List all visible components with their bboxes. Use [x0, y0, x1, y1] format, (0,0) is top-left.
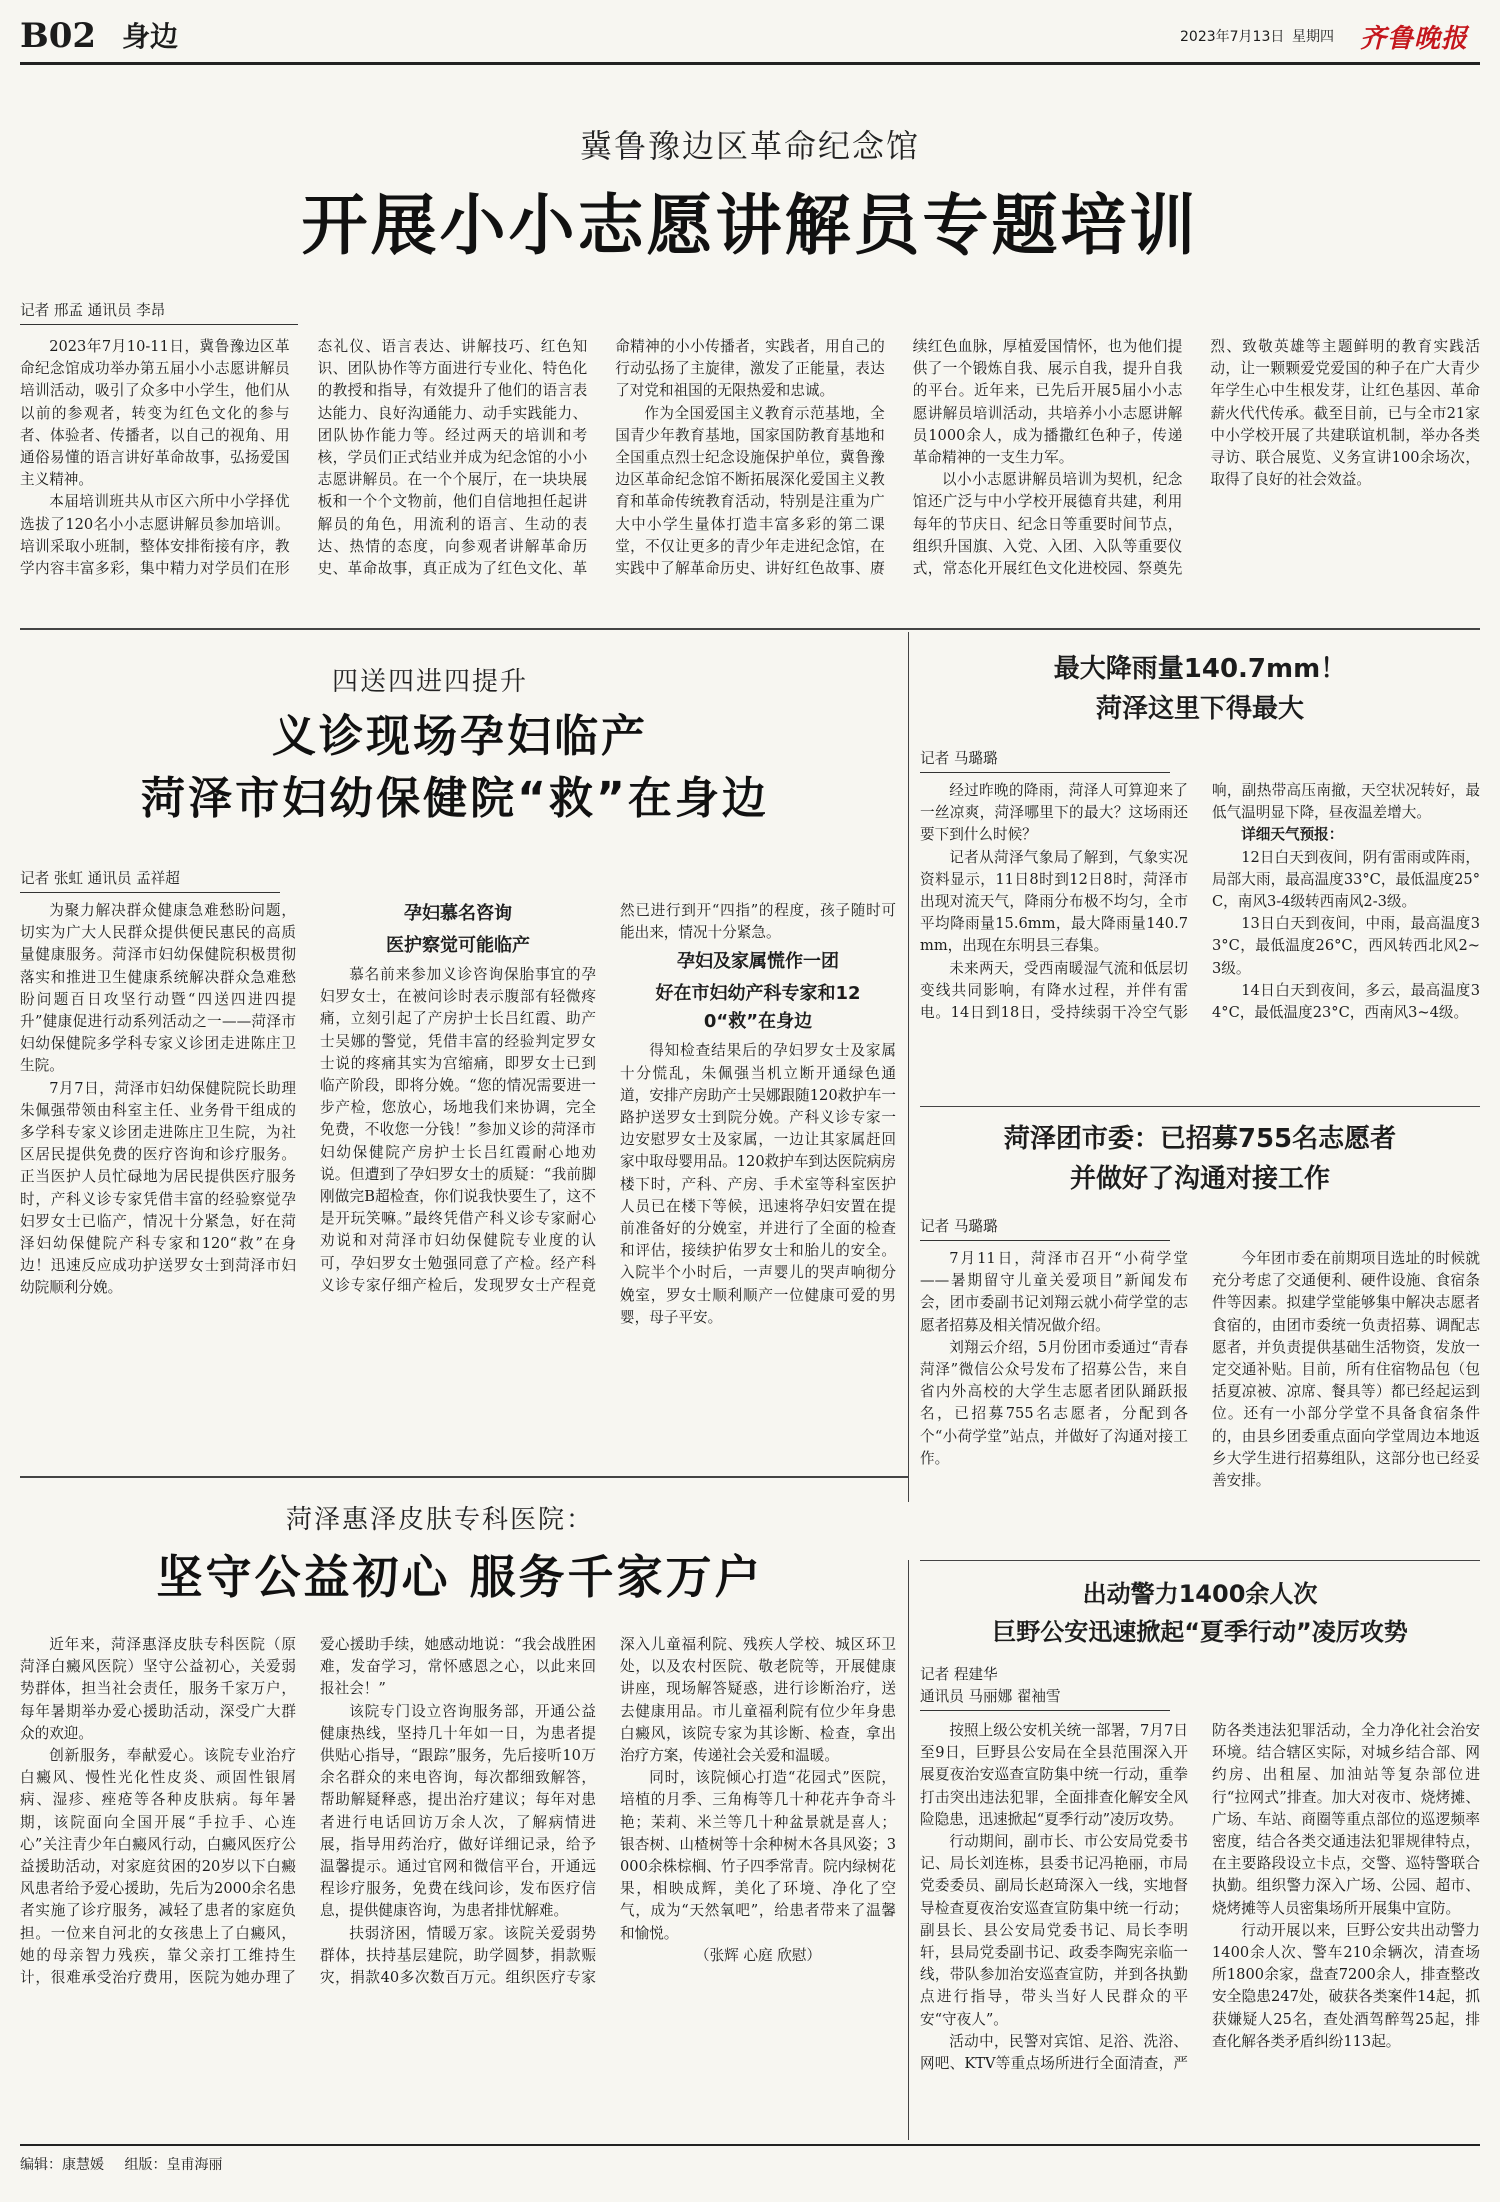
- article4-paragraph: 刘翔云介绍，5月份团市委通过“青春菏泽”微信公众号发布了招募公告，来自省内外高校的大学生志愿者团队踊跃报名，已招募755名志愿者，分配到各个“小荷学堂”站点，并做好了沟通对接工作。: [920, 1338, 1188, 1467]
- article2-column-flow: [20, 900, 896, 1440]
- article2-paragraph: 为聚力解决群众健康急难愁盼问题，切实为广大人民群众提供便民惠民的高质量健康服务。菏泽市妇幼保健院积极贯彻落实和推进卫生健康系统解决群众急难愁盼问题百日攻坚行动暨“四送四进四提升”健康促进行动系列活动之一——菏泽市妇幼保健院多学科专家义诊团走进陈庄卫生院。: [20, 902, 296, 1075]
- article3-forecast-item: 14日白天到夜间，多云，最高温度34°C，最低温度23°C，西南风3~4级。: [1212, 981, 1480, 1022]
- article6-paragraph: 行动开展以来，巨野公安共出动警力1400余人次、警车210余辆次，清查场所1800余家，盘查7200余人，排查整改安全隐患247处，破获各类案件14起，抓获嫌疑人25名，查处酒驾醉驾25起，排查化解各类矛盾纠纷113起。: [1212, 1921, 1480, 2050]
- article2-paragraph: 慕名前来参加义诊咨询保胎事宜的孕妇罗女士，在被问诊时表示腹部有轻微疼痛，立刻引起了产房护士长吕红霞、助产士吴娜的警觉，凭借丰富的经验判定罗女士说的疼痛其实为宫缩痛，即罗女士已到临产阶段，即将分娩。“您的情况需要进一步产检，您放心，场地我们来协调，完全免费，不收您一分钱！”参加义诊的菏泽市妇幼保健院产房护士长吕红霞耐心地劝说。但遭到了孕妇罗女士的质疑：“我前脚刚做完B超检查，你们说我快要生了，这不是开玩笑嘛。”最终凭借产科义诊专家耐心劝说和对菏泽市妇幼保健院专业度的认可，孕妇罗女士勉强同意了产检。经产科义诊专家仔细产检后，发现罗女士产程竟然已进行到开“四指”的程度，孩子随时可能出来，情况十分紧急。: [320, 902, 896, 1294]
- article5-paragraph: 扶弱济困，情暖万家。该院关爱弱势群体，扶持基层建院，助学圆梦，捐款赈灾，捐款40多次数百万元。组织医疗专家深入儿童福利院、残疾人学校、城区环卫处，以及农村医院、敬老院等，开展健康讲座，现场解答疑惑，进行诊断治疗，送去健康用品。市儿童福利院有位少年身患白癜风，该院专家为其诊断、检查，拿出治疗方案，传递社会关爱和温暖。: [320, 1636, 896, 1987]
- article4-paragraph: 今年团市委在前期项目选址的时候就充分考虑了交通便利、硬件设施、食宿条件等因素。拟建学堂能够集中解决志愿者食宿的，由团市委统一负责招募、调配志愿者，并负责提供基础生活物资，发放一定交通补贴。目前，所有住宿物品包（包括夏凉被、凉席、餐具等）都已经起运到位。还有一小部分学堂不具备食宿条件的，由县乡团委重点面向学堂周边本地返乡大学生进行招募组队，这部分也已经妥善安排。: [1212, 1250, 1480, 1490]
- article3-byline: 记者 马璐璐: [920, 748, 1170, 773]
- issue-date: 2023年7月13日: [1180, 29, 1285, 45]
- article1-paragraph: 2023年7月10-11日，冀鲁豫边区革命纪念馆成功举办第五届小小志愿讲解员培训活动，吸引了众多中小学生，他们从以前的参观者，转变为红色文化的参与者、体验者、传播者，以自己的视角、用通俗易懂的语言讲好革命故事，弘扬爱国主义精神。: [20, 338, 290, 489]
- article5-headline: 坚守公益初心 服务千家万户: [156, 1550, 764, 1604]
- article2-byline: 记者 张虹 通讯员 孟祥超: [20, 868, 280, 893]
- article3-forecast-item: 13日白天到夜间，中雨，最高温度33°C，最低温度26°C，西风转西北风2~3级。: [1212, 915, 1480, 977]
- article2-subhead2-line1: 孕妇及家属慌作一团: [677, 951, 839, 973]
- article1-column-flow: [20, 336, 1480, 612]
- newspaper-logo: 齐鲁晚报: [1360, 24, 1469, 54]
- article2-paragraph: 得知检查结果后的孕妇罗女士及家属十分慌乱，朱佩强当机立断开通绿色通道，安排产房助产士吴娜跟随120救护车一路护送罗女士到院分娩。产科义诊专家一边安慰罗女士及家属，一边让其家属赶回家中取母婴用品。120救护车到达医院病房楼下时，产科、产房、手术室等科室医护人员已在楼下等候，迅速将孕妇安置在提前准备好的分娩室，并进行了全面的检查和评估，接续护佑罗女士和胎儿的安全。入院半个小时后，一声婴儿的哭声响彻分娩室，罗女士顺利顺产一位健康可爱的男婴，母子平安。: [620, 1042, 896, 1326]
- article4-column-flow: [920, 1248, 1480, 1552]
- article5-kicker: 菏泽惠泽皮肤专科医院：: [285, 1505, 594, 1535]
- header-rule: [20, 62, 1480, 65]
- article5-paragraph: 该院专门设立咨询服务部，开通公益健康热线，坚持几十年如一日，为患者提供贴心指导，“跟踪”服务，先后接听10万余名群众的来电咨询，每次都细致解答，帮助解疑释惑，提出治疗建议；每年对患者进行电话回访万余人次，了解病情进展，指导用药治疗，做好详细记录，给予温馨提示。通过官网和微信平台，开通远程诊疗服务，免费在线问诊，发布医疗信息，提供健康咨询，为患者排忧解难。: [320, 1702, 596, 1920]
- article1-paragraph: 以小小志愿讲解员培训为契机，纪念馆还广泛与中小学校开展德育共建，利用每年的节庆日、纪念日等重要时间节点，组织升国旗、入党、入团、入队等重要仪式，常态化开展红色文化进校园、祭奠先烈、致敬英雄等主题鲜明的教育实践活动，让一颗颗爱党爱国的种子在广大青少年学生心中生根发芽，让红色基因、革命薪火代代传承。截至目前，已与全市21家中小学校开展了共建联谊机制，举办各类寻访、联合展览、义务宣讲100余场次，取得了良好的社会效益。: [912, 338, 1480, 578]
- article6-paragraph: 活动中，民警对宾馆、足浴、洗浴、网吧、KTV等重点场所进行全面清查，严防各类违法犯罪活动，全力净化社会治安环境。结合辖区实际，对城乡结合部、网约房、出租屋、加油站等复杂部位进行“拉网式”排查。加大对夜市、烧烤摊、广场、车站、商圈等重点部位的巡逻频率密度，结合各类交通违法犯罪规律特点，在主要路段设立卡点，交警、巡特警联合执勤。组织警力深入广场、公园、超市、烧烤摊等人员密集场所开展集中宣防。: [920, 1722, 1480, 2073]
- article2-subhead2-line2: 好在市妇幼产科专家和120“救”在身边: [655, 983, 861, 1033]
- article4-byline: 记者 马璐璐: [920, 1216, 1170, 1241]
- article6-paragraph: 行动期间，副市长、市公安局党委书记、局长刘连栋，县委书记冯艳丽，市局党委委员、副局长赵琦深入一线，实地督导检查夏夜治安巡查宣防集中统一行动；副县长、县公安局党委书记、局长李明轩，县局党委副书记、政委李陶宪亲临一线，带队参加治安巡查宣防，并到各执勤点进行指导，带头当好人民群众的平安“守夜人”。: [920, 1833, 1188, 2028]
- article6-paragraph: 按照上级公安机关统一部署，7月7日至9日，巨野县公安局在全县范围深入开展夏夜治安巡查宣防集中统一行动，重拳打击突出违法犯罪，全面排查化解安全风险隐患，迅速掀起“夏季行动”凌厉攻势。: [920, 1722, 1188, 1828]
- article6-byline2: 通讯员 马丽娜 翟袖雪: [920, 1686, 1170, 1711]
- article6-byline1: 记者 程建华: [920, 1666, 998, 1683]
- article3-paragraph: 经过昨晚的降雨，菏泽人可算迎来了一丝凉爽，菏泽哪里下的最大？这场雨还要下到什么时候？: [920, 782, 1188, 844]
- article3-forecast-label: 详细天气预报：: [1241, 826, 1344, 844]
- article3-forecast-item: 12日白天到夜间，阴有雷雨或阵雨，局部大雨，最高温度33°C，最低温度25°C，南风3-4级转西南风2-3级。: [1212, 848, 1480, 911]
- article6-column-flow: [920, 1720, 1480, 2126]
- article2-headline-line1: 义诊现场孕妇临产: [272, 711, 648, 762]
- article1-paragraph: 本届培训班共从市区六所中小学择优选拔了120名小小志愿讲解员参加培训。培训采取小班制，整体安排衔接有序，教学内容丰富多彩，集中精力对学员们在形态礼仪、语言表达、讲解技巧、红色知识、团队协作等方面进行专业化、特色化的教授和指导，有效提升了他们的语言表达能力、良好沟通能力、动手实践能力、团队协作能力等。经过两天的培训和考核，学员们正式结业并成为纪念馆的小小志愿讲解员。在一个个展厅，在一块块展板和一个个文物前，他们自信地担任起讲解员的角色，用流利的语言、生动的表达、热情的态度，向参观者讲解革命历史、革命故事，真正成为了红色文化、革命精神的小小传播者，实践者，用自己的行动弘扬了主旋律，激发了正能量，表达了对党和祖国的无限热爱和忠诚。: [20, 338, 885, 578]
- article4-paragraph: 7月11日，菏泽市召开“小荷学堂——暑期留守儿童关爱项目”新闻发布会，团市委副书记刘翔云就小荷学堂的志愿者招募及相关情况做介绍。: [920, 1250, 1188, 1334]
- article2-subhead1-line1: 孕妇慕名咨询: [404, 903, 512, 924]
- article3-headline-line2: 菏泽这里下得最大: [1095, 694, 1304, 724]
- article1-paragraph: 作为全国爱国主义教育示范基地，全国青少年教育基地，国家国防教育基地和全国重点烈士纪念设施保护单位，冀鲁豫边区革命纪念馆不断拓展深化爱国主义教育和革命传统教育活动，特别是注重为广大中小学生量体打造丰富多彩的第二课堂，不仅让更多的青少年走进纪念馆，在实践中了解革命历史、讲好红色故事、赓续红色血脉，厚植爱国情怀，也为他们提供了一个锻炼自我、展示自我，提升自我的平台。近年来，已先后开展5届小小志愿讲解员培训活动，共培养小小志愿讲解员1000余人，成为播撒红色种子，传递革命精神的一支生力军。: [615, 338, 1183, 578]
- section-name: 身边: [122, 20, 179, 53]
- article3-headline-line1: 最大降雨量140.7mm！: [1053, 654, 1347, 684]
- article2-body: [20, 860, 896, 1440]
- article1-kicker: 冀鲁豫边区革命纪念馆: [579, 127, 920, 165]
- article1-headline: 开展小小志愿讲解员专题培训: [301, 187, 1199, 264]
- page-code: B02: [20, 16, 97, 56]
- section-divider: [20, 628, 1480, 630]
- page-header: [20, 14, 1480, 60]
- footer-rule: [20, 2144, 1480, 2146]
- article3-column-flow: [920, 780, 1480, 1116]
- article1-body: [20, 300, 1480, 612]
- article1-byline: 记者 邢孟 通讯员 李昂: [20, 300, 298, 325]
- article3-paragraph: 未来两天，受西南暖湿气流和低层切变线共同影响，有降水过程，并伴有雷电。14日到18日，受持续弱干冷空气影响，副热带高压南撤，天空状况转好，最低气温明显下降，昼夜温差增大。: [920, 782, 1480, 1022]
- article2-headline-line2: 菏泽市妇幼保健院“救”在身边: [141, 773, 769, 824]
- article2-paragraph: 7月7日，菏泽市妇幼保健院院长助理朱佩强带领由科室主任、业务骨干组成的多学科专家义诊团走进陈庄卫生院，为社区居民提供免费的医疗咨询和诊疗服务。正当医护人员忙碌地为居民提供医疗服务时，产科义诊专家凭借丰富的经验察觉孕妇罗女士已临产，情况十分紧急，好在菏泽妇幼保健院产科专家和120“救”在身边！迅速反应成功护送罗女士到菏泽市妇幼院顺利分娩。: [20, 1079, 296, 1297]
- footer-editor: 编辑：康慧媛: [20, 2157, 104, 2173]
- issue-weekday: 星期四: [1292, 29, 1334, 45]
- article3-body: [920, 744, 1480, 1116]
- article6-headline-line2: 巨野公安迅速掀起“夏季行动”凌厉攻势: [992, 1618, 1408, 1646]
- page-footer: [20, 2154, 620, 2178]
- article4-body: [920, 1212, 1480, 1552]
- section-divider: [920, 1106, 1480, 1107]
- section-divider: [20, 1476, 908, 1478]
- article6-headline-line1: 出动警力1400余人次: [1082, 1580, 1318, 1608]
- article2-subhead1-line2: 医护察觉可能临产: [386, 935, 530, 956]
- section-divider: [920, 1560, 1480, 1561]
- footer-layout: 组版：皇甫海丽: [124, 2157, 223, 2173]
- article5-credit: （张辉 心庭 欣慰）: [694, 1946, 822, 1964]
- article5-paragraph: 近年来，菏泽惠泽皮肤专科医院（原菏泽白癜风医院）坚守公益初心，关爱弱势群体，担当社会责任，服务千家万户，每年暑期举办爱心援助活动，深受广大群众的欢迎。: [20, 1636, 296, 1742]
- article3-paragraph: 记者从菏泽气象局了解到，气象实况资料显示，11日8时到12日8时，菏泽市出现对流天气，降雨分布极不均匀，全市平均降雨量15.6mm，最大降雨量140.7mm，出现在东明县三春集。: [920, 848, 1188, 955]
- article6-body: [920, 1660, 1480, 2126]
- article5-paragraph: 创新服务，奉献爱心。该院专业治疗白癜风、慢性光化性皮炎、顽固性银屑病、湿疹、痤疮等各种皮肤病。每年暑期，该院面向全国开展“手拉手、心连心”关注青少年白癜风行动，白癜风医疗公益援助活动，对家庭贫困的20岁以下白癜风患者给予爱心援助，先后为2000余名患者实施了诊疗服务，减轻了患者的家庭负担。一位来自河北的女孩患上了白癜风，她的母亲智力残疾，靠父亲打工维持生计，很难承受治疗费用，医院为她办理了爱心援助手续，她感动地说：“我会战胜困难，发奋学习，常怀感恩之心，以此来回报社会！”: [20, 1636, 596, 1987]
- article5-column-flow: [20, 1634, 896, 2126]
- article5-paragraph: 同时，该院倾心打造“花园式”医院，培植的月季、三角梅等几十种花卉争奇斗艳；茉莉、米兰等几十种盆景就是喜人；银杏树、山楂树等十余种树木各具风姿；3000余株棕榈、竹子四季常青。院内绿树花果，相映成辉，美化了环境、净化了空气，成为“天然氧吧”，给患者带来了温馨和愉悦。: [620, 1769, 896, 1942]
- column-divider: [908, 632, 909, 1502]
- article4-headline-line2: 并做好了沟通对接工作: [1069, 1164, 1330, 1194]
- column-divider: [908, 1560, 909, 2140]
- article4-headline-line1: 菏泽团市委：已招募755名志愿者: [1003, 1124, 1397, 1154]
- article2-kicker: 四送四进四提升: [331, 667, 528, 697]
